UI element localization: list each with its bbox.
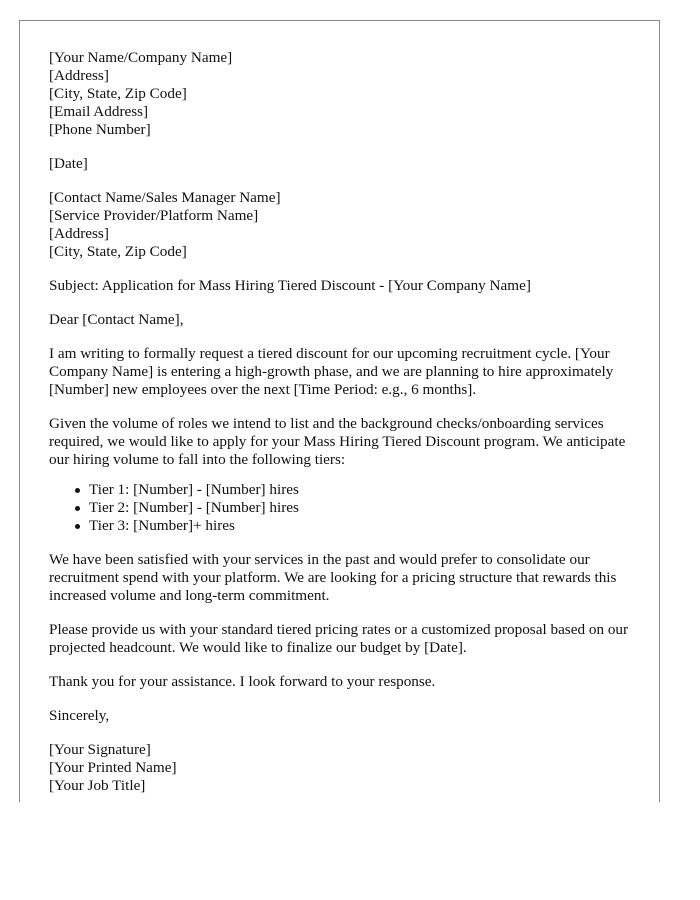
job-title: [Your Job Title] xyxy=(49,777,146,794)
bullet-icon xyxy=(75,506,80,511)
sender-address: [Address] xyxy=(49,67,109,84)
recipient-block xyxy=(49,189,629,261)
letter-content xyxy=(49,49,629,795)
sender-phone: [Phone Number] xyxy=(49,121,151,138)
tier-label: Tier 3: [Number]+ hires xyxy=(89,517,235,534)
letter-page xyxy=(19,20,660,802)
paragraph-request: Please provide us with your standard tiered pricing rates or a customized proposal based on our projected headcount. We would like to finalize our budget by [Date]. xyxy=(49,621,629,656)
salutation: Dear [Contact Name], xyxy=(49,311,184,328)
printed-name: [Your Printed Name] xyxy=(49,759,177,776)
signature-line: [Your Signature] xyxy=(49,741,151,758)
recipient-address: [Address] xyxy=(49,225,109,242)
paragraph-thanks: Thank you for your assistance. I look forward to your response. xyxy=(49,673,436,690)
date-block xyxy=(49,155,629,173)
paragraph-intro: I am writing to formally request a tiered discount for our upcoming recruitment cycle. [Your Company Name] is entering a high-growth phase, and we are planning to hire approximately [Number] new employees over the next [Time Period: e.g., 6 months]. xyxy=(49,345,614,398)
sender-name: [Your Name/Company Name] xyxy=(49,49,233,66)
signature-block xyxy=(49,741,629,795)
sender-city-state-zip: [City, State, Zip Code] xyxy=(49,85,187,102)
tier-label: Tier 1: [Number] - [Number] hires xyxy=(89,481,299,498)
recipient-name: [Contact Name/Sales Manager Name] xyxy=(49,189,281,206)
tier-list-item xyxy=(89,517,629,535)
bullet-icon xyxy=(75,488,80,493)
bullet-icon xyxy=(75,524,80,529)
paragraph-satisfaction: We have been satisfied with your services in the past and would prefer to consolidate our recruitment spend with your platform. We are looking for a pricing structure that rewards this increased volume and long-term commitment. xyxy=(49,551,617,604)
sender-block xyxy=(49,49,629,139)
tier-list-item xyxy=(89,481,629,499)
recipient-city-state-zip: [City, State, Zip Code] xyxy=(49,243,187,260)
letter-date: [Date] xyxy=(49,155,88,172)
sender-email: [Email Address] xyxy=(49,103,149,120)
tier-label: Tier 2: [Number] - [Number] hires xyxy=(89,499,299,516)
tier-list xyxy=(49,481,629,535)
recipient-company: [Service Provider/Platform Name] xyxy=(49,207,259,224)
tier-list-item xyxy=(89,499,629,517)
paragraph-program: Given the volume of roles we intend to list and the background checks/onboarding services required, we would like to apply for your Mass Hiring Tiered Discount program. We anticipate our hiring volume to fall into the following tiers: xyxy=(49,415,626,468)
subject-line: Subject: Application for Mass Hiring Tiered Discount - [Your Company Name] xyxy=(49,277,531,294)
closing: Sincerely, xyxy=(49,707,110,724)
